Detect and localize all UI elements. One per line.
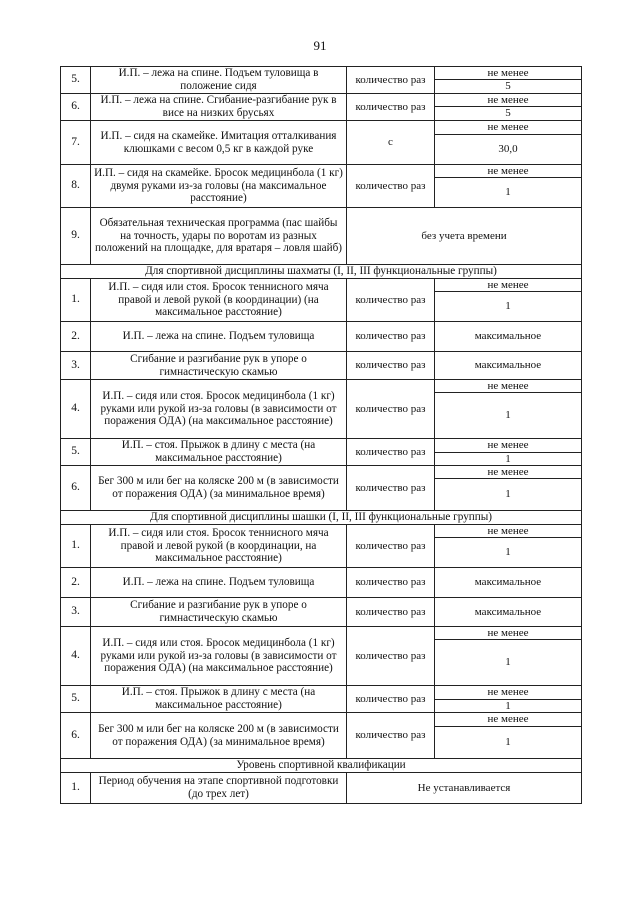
norm-value: 1 <box>435 640 582 686</box>
norm-text: Не устанавливается <box>347 773 582 804</box>
table-row <box>61 121 582 135</box>
section-header: Для спортивной дисциплины шахматы (I, II, III функциональные группы) <box>61 265 582 279</box>
norm-value: 5 <box>435 107 582 121</box>
norm-value: 1 <box>435 479 582 511</box>
row-number: 6. <box>61 713 91 759</box>
table-row <box>61 352 582 380</box>
norm-label: не менее <box>435 121 582 135</box>
exercise-description: Бег 300 м или бег на коляске 200 м (в зависимости от поражения ОДА) (за минимальное время) <box>91 466 347 511</box>
unit-of-measure: количество раз <box>347 713 435 759</box>
exercise-description: И.П. – стоя. Прыжок в длину с места (на максимальное расстояние) <box>91 439 347 466</box>
table-row <box>61 439 582 453</box>
norm-value: 1 <box>435 538 582 568</box>
exercise-description: И.П. – сидя или стоя. Бросок теннисного мяча правой и левой рукой (в координации) (на максимальное расстояние) <box>91 279 347 322</box>
row-number: 6. <box>61 94 91 121</box>
norm-label: не менее <box>435 94 582 107</box>
norm-label: не менее <box>435 713 582 727</box>
norm-value: 30,0 <box>435 135 582 165</box>
section-row <box>61 511 582 525</box>
exercise-description: И.П. – сидя на скамейке. Бросок медицинбола (1 кг) двумя руками из-за головы (на максимальное расстояние) <box>91 165 347 208</box>
table-row <box>61 525 582 538</box>
row-number: 6. <box>61 466 91 511</box>
table-row <box>61 627 582 640</box>
norm-text: без учета времени <box>347 208 582 265</box>
row-number: 5. <box>61 686 91 713</box>
unit-of-measure: количество раз <box>347 380 435 439</box>
unit-of-measure: количество раз <box>347 322 435 352</box>
table-row <box>61 686 582 700</box>
norm-value: 1 <box>435 292 582 322</box>
norm-text: максимальное <box>435 352 582 380</box>
table-row <box>61 380 582 393</box>
row-number: 5. <box>61 67 91 94</box>
section-header: Для спортивной дисциплины шашки (I, II, III функциональные группы) <box>61 511 582 525</box>
norm-text: максимальное <box>435 598 582 627</box>
exercise-description: И.П. – лежа на спине. Подъем туловища в положение сидя <box>91 67 347 94</box>
table-row <box>61 279 582 292</box>
exercise-description: Сгибание и разгибание рук в упоре о гимнастическую скамью <box>91 598 347 627</box>
table-row <box>61 94 582 107</box>
exercise-description: Бег 300 м или бег на коляске 200 м (в зависимости от поражения ОДА) (за минимальное время) <box>91 713 347 759</box>
unit-of-measure: количество раз <box>347 627 435 686</box>
table-row <box>61 208 582 265</box>
section-row <box>61 759 582 773</box>
table-row <box>61 598 582 627</box>
norm-value: 1 <box>435 393 582 439</box>
norm-label: не менее <box>435 439 582 453</box>
norm-label: не менее <box>435 380 582 393</box>
unit-of-measure: количество раз <box>347 568 435 598</box>
unit-of-measure: количество раз <box>347 525 435 568</box>
row-number: 9. <box>61 208 91 265</box>
unit-of-measure: количество раз <box>347 279 435 322</box>
table-row <box>61 322 582 352</box>
row-number: 3. <box>61 352 91 380</box>
exercise-description: И.П. – стоя. Прыжок в длину с места (на максимальное расстояние) <box>91 686 347 713</box>
norm-text: максимальное <box>435 322 582 352</box>
exercise-description: И.П. – лежа на спине. Сгибание-разгибание рук в висе на низких брусьях <box>91 94 347 121</box>
exercise-description: И.П. – лежа на спине. Подъем туловища <box>91 322 347 352</box>
row-number: 4. <box>61 627 91 686</box>
row-number: 5. <box>61 439 91 466</box>
norms-table <box>60 66 582 804</box>
exercise-description: Период обучения на этапе спортивной подготовки (до трех лет) <box>91 773 347 804</box>
unit-of-measure: количество раз <box>347 352 435 380</box>
norm-value: 1 <box>435 453 582 466</box>
row-number: 2. <box>61 322 91 352</box>
section-row <box>61 265 582 279</box>
norm-label: не менее <box>435 627 582 640</box>
table-row <box>61 773 582 804</box>
table-row <box>61 568 582 598</box>
unit-of-measure: количество раз <box>347 686 435 713</box>
row-number: 1. <box>61 279 91 322</box>
row-number: 2. <box>61 568 91 598</box>
norm-label: не менее <box>435 67 582 80</box>
section-header: Уровень спортивной квалификации <box>61 759 582 773</box>
row-number: 7. <box>61 121 91 165</box>
row-number: 1. <box>61 773 91 804</box>
norm-value: 1 <box>435 700 582 713</box>
table-row <box>61 466 582 479</box>
norm-label: не менее <box>435 279 582 292</box>
row-number: 4. <box>61 380 91 439</box>
unit-of-measure: количество раз <box>347 598 435 627</box>
unit-of-measure: количество раз <box>347 94 435 121</box>
row-number: 8. <box>61 165 91 208</box>
exercise-description: И.П. – лежа на спине. Подъем туловища <box>91 568 347 598</box>
table-row <box>61 713 582 727</box>
norm-label: не менее <box>435 165 582 178</box>
norm-text: максимальное <box>435 568 582 598</box>
table-row <box>61 67 582 80</box>
row-number: 1. <box>61 525 91 568</box>
unit-of-measure: количество раз <box>347 67 435 94</box>
unit-of-measure: количество раз <box>347 439 435 466</box>
unit-of-measure: количество раз <box>347 466 435 511</box>
row-number: 3. <box>61 598 91 627</box>
norm-label: не менее <box>435 686 582 700</box>
exercise-description: Сгибание и разгибание рук в упоре о гимнастическую скамью <box>91 352 347 380</box>
norm-label: не менее <box>435 466 582 479</box>
unit-of-measure: количество раз <box>347 165 435 208</box>
page-number: 91 <box>313 38 327 53</box>
norm-value: 1 <box>435 178 582 208</box>
unit-of-measure: с <box>347 121 435 165</box>
exercise-description: И.П. – сидя или стоя. Бросок теннисного мяча правой и левой рукой (в координации, на максимальное расстояние) <box>91 525 347 568</box>
exercise-description: И.П. – сидя на скамейке. Имитация отталкивания клюшками с весом 0,5 кг в каждой руке <box>91 121 347 165</box>
norm-value: 5 <box>435 80 582 94</box>
exercise-description: И.П. – сидя или стоя. Бросок медицинбола (1 кг) руками или рукой из-за головы (в зависимости от поражения ОДА) (на максимальное расстояние) <box>91 380 347 439</box>
table-row <box>61 165 582 178</box>
norm-label: не менее <box>435 525 582 538</box>
norm-value: 1 <box>435 727 582 759</box>
exercise-description: Обязательная техническая программа (пас шайбы на точность, удары по воротам из разных положений на площадке, для вратаря – ловля шайб) <box>91 208 347 265</box>
exercise-description: И.П. – сидя или стоя. Бросок медицинбола (1 кг) руками или рукой из-за головы (в зависимости от поражения ОДА) (на максимальное расстояние) <box>91 627 347 686</box>
